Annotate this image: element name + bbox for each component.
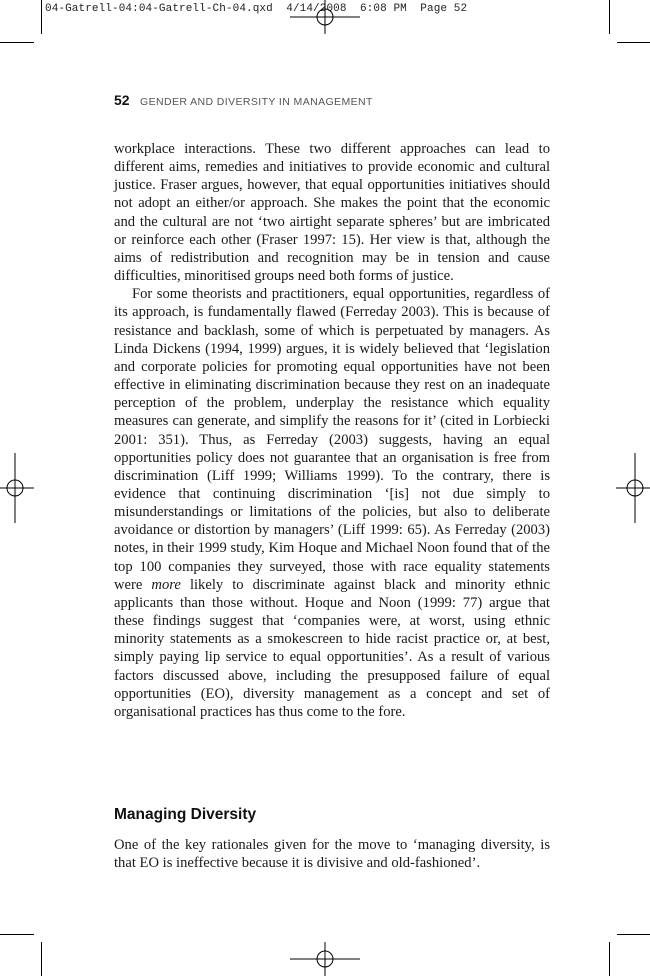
crop-mark-top-right-v	[609, 0, 610, 34]
crop-mark-bottom-left-h	[0, 934, 34, 935]
print-slug	[45, 3, 467, 15]
body-paragraph-2	[114, 285, 550, 721]
registration-mark-right	[616, 453, 650, 523]
slug-time: 6:08 PM	[359, 3, 407, 15]
registration-mark-top	[290, 0, 360, 34]
slug-filename: 04-Gatrell-04:04-Gatrell-Ch-04.qxd	[45, 3, 273, 15]
registration-mark-bottom	[290, 942, 360, 976]
crop-mark-bottom-right-v	[609, 942, 610, 976]
section-heading: Managing Diversity	[114, 806, 257, 823]
running-head	[114, 92, 373, 110]
emphasis-more: more	[151, 576, 181, 593]
running-title: GENDER AND DIVERSITY IN MANAGEMENT	[140, 96, 373, 108]
section-paragraph-1: One of the key rationales given for the move to ‘managing diversity, is that EO is ineffective because it is divisive and old-fashioned’.	[114, 837, 550, 872]
slug-page-label: Page 52	[420, 3, 468, 15]
body-paragraph-1: workplace interactions. These two different approaches can lead to different aims, remedies and initiatives to provide economic and cultural justice. Fraser argues, however, that equal opportunities initiatives should not adopt an either/or approach. She makes the point that the economic and the cultural are not ‘two airtight separate spheres’ but are imbricated or reinforce each other (Fraser 1997: 15). Her view is that, although the aims of redistribution and recognition may be in tension and cause difficulties, minoritised groups need both forms of justice.	[114, 141, 550, 285]
body-text	[114, 140, 550, 721]
body-paragraph-2-part-1: For some theorists and practitioners, equal opportunities, regardless of its approach, is fundamentally flawed (Ferreday 2003). This is because of resistance and backlash, some of which is perpetuated by managers. As Linda Dickens (1994, 1999) argues, it is widely believed that ‘legislation and corporate policies for promoting equal opportunities have not been effective in eliminating discrimination because they rest on an inadequate perception of the problem, underplay the resistance which equality measures can generate, and simplify the reasons for it’ (cited in Lorbiecki 2001: 351). Thus, as Ferreday (2003) suggests, having an equal opportunities policy does not guarantee that an organisation is free from discrimination (Liff 1999; Williams 1999). To the contrary, there is evidence that continuing discrimination ‘[is] not due simply to misunderstandings or limitations of the policies, but also to deliberate avoidance or distortion by managers’ (Liff 1999: 65). As Ferreday (2003) notes, in their 1999 study, Kim Hoque and Michael Noon found that of the top 100 companies they surveyed, those with race equality statements were	[114, 286, 550, 593]
crop-mark-bottom-left-v	[41, 942, 42, 976]
crop-mark-top-left-h	[0, 42, 34, 43]
crop-mark-bottom-right-h	[617, 934, 650, 935]
slug-date: 4/14/2008	[286, 3, 347, 15]
crop-mark-top-right-h	[617, 42, 650, 43]
page-number: 52	[114, 92, 130, 108]
crop-mark-top-left-v	[41, 0, 42, 34]
body-paragraph-2-part-2: likely to discriminate against black and minority ethnic applicants than those without. Hoque and Noon (1999: 77) argue that these findings suggest that ‘companies were, at worst, using ethnic minority statements as a smokescreen to hide racist practice or, at best, simply paying lip service to equal opportunities’. As a result of various factors discussed above, including the presupposed failure of equal opportunities (EO), diversity management as a concept and set of organisational practices has thus come to the fore.	[114, 576, 550, 720]
registration-mark-left	[0, 453, 34, 523]
